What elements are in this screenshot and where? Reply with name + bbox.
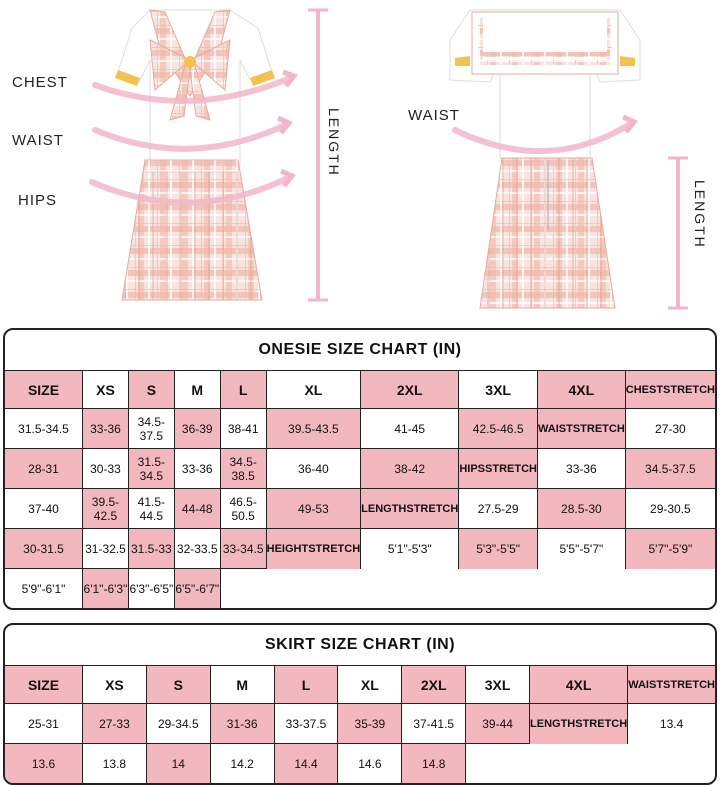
table-cell: 31-36 — [211, 704, 275, 744]
table-cell: 27.5-29 — [459, 489, 538, 529]
table-cell: 38-41 — [221, 409, 267, 449]
table-cell: 5'3"-5'5" — [459, 529, 538, 569]
table-cell: 33-36 — [538, 449, 626, 489]
table-cell: 37-40 — [5, 489, 83, 529]
row-label — [628, 666, 715, 704]
row-label-line: CHEST — [625, 383, 664, 396]
table-cell: 41-45 — [361, 409, 459, 449]
waist-label: WAIST — [12, 132, 64, 149]
table-cell: 30-31.5 — [5, 529, 83, 569]
table-cell: 29-30.5 — [626, 489, 715, 529]
table-cell: 5'1"-5'3" — [361, 529, 459, 569]
table-cell: 14.2 — [211, 744, 275, 784]
table-cell: 5'7"-5'9" — [626, 529, 715, 569]
table-cell: 5'9"-6'1" — [5, 569, 83, 609]
size-col-header: S — [147, 666, 211, 704]
row-label-line: STRETCH — [663, 383, 715, 396]
table-cell: 41.5-44.5 — [129, 489, 175, 529]
row-label-line: STRETCH — [575, 718, 628, 730]
row-label-line: STRETCH — [485, 462, 537, 475]
table-cell: 39.5-43.5 — [267, 409, 362, 449]
row-label-line: WAIST — [537, 422, 573, 435]
size-col-header: L — [275, 666, 339, 704]
onesie-size-chart — [3, 328, 717, 610]
table-cell: 32-33.5 — [175, 529, 221, 569]
row-label — [538, 409, 626, 449]
size-col-header: M — [175, 371, 221, 409]
row-label-line: STRETCH — [308, 543, 361, 555]
table-cell: 42.5-46.5 — [459, 409, 538, 449]
table-cell: 33-36 — [175, 449, 221, 489]
table-cell: 28.5-30 — [538, 489, 626, 529]
size-col-header: XS — [83, 666, 147, 704]
table-cell: 13.4 — [659, 717, 684, 731]
row-label — [459, 449, 538, 489]
size-col-header: XS — [83, 371, 129, 409]
table-cell: 49-53 — [267, 489, 362, 529]
row-label-line: STRETCH — [663, 678, 715, 691]
table-cell: 25-31 — [5, 704, 83, 744]
table-cell: 6'1"-6'3" — [83, 569, 129, 609]
table-cell: 6'3"-6'5" — [129, 569, 175, 609]
size-col-header: XL — [267, 371, 362, 409]
row-label-line: HIPS — [459, 462, 486, 475]
onesie-chart-grid — [5, 370, 715, 609]
onesie-chart-title: ONESIE SIZE CHART (IN) — [258, 341, 462, 358]
row-label — [626, 371, 715, 409]
size-col-header: S — [129, 371, 175, 409]
table-cell: 33-37.5 — [275, 704, 339, 744]
uniform-illustration — [0, 0, 720, 320]
table-cell: 5'5"-5'7" — [538, 529, 626, 569]
table-cell: 44-48 — [175, 489, 221, 529]
hips-label: HIPS — [18, 192, 58, 209]
table-cell: 14.8 — [402, 744, 466, 784]
skirt-chart-title: SKIRT SIZE CHART (IN) — [264, 636, 456, 653]
table-cell: 30-33 — [83, 449, 129, 489]
row-label — [267, 529, 362, 569]
table-cell: 6'5"-6'7" — [175, 569, 221, 609]
size-col-header: 2XL — [402, 666, 466, 704]
back-view — [450, 10, 688, 308]
table-cell: 14 — [147, 744, 211, 784]
table-cell: 29-34.5 — [147, 704, 211, 744]
size-col-header: 2XL — [361, 371, 459, 409]
table-cell: 14.6 — [338, 744, 402, 784]
chest-label: CHEST — [12, 74, 68, 91]
row-label-line: LENGTH — [530, 718, 576, 730]
table-cell: 31.5-33 — [129, 529, 175, 569]
table-cell: 39.5-42.5 — [83, 489, 129, 529]
size-col-header: 3XL — [466, 666, 530, 704]
table-cell: 13.8 — [83, 744, 147, 784]
table-cell: 39-44 — [466, 704, 530, 744]
size-col-header: 4XL — [530, 666, 628, 704]
skirt-chart-grid — [5, 665, 715, 784]
table-cell: 38-42 — [361, 449, 459, 489]
row-label-line: LENGTH — [361, 502, 407, 515]
table-cell: 46.5-50.5 — [221, 489, 267, 529]
size-col-header: M — [211, 666, 275, 704]
size-col-header: 3XL — [459, 371, 538, 409]
table-cell: 34.5-38.5 — [221, 449, 267, 489]
front-length-label: LENGTH — [326, 108, 342, 177]
table-cell: 36-40 — [267, 449, 362, 489]
size-col-header: L — [221, 371, 267, 409]
table-cell: 28-31 — [5, 449, 83, 489]
table-cell: 33-36 — [83, 409, 129, 449]
row-label-line: STRETCH — [572, 422, 625, 435]
table-cell: 35-39 — [338, 704, 402, 744]
table-cell: 34.5-37.5 — [626, 449, 715, 489]
table-cell: 13.6 — [5, 744, 83, 784]
back-waist-label: WAIST — [408, 107, 460, 124]
product-illustration — [0, 0, 720, 320]
table-cell: 31.5-34.5 — [5, 409, 83, 449]
table-cell: 33-34.5 — [221, 529, 267, 569]
table-cell: 34.5-37.5 — [129, 409, 175, 449]
back-length-label: LENGTH — [692, 180, 708, 249]
table-cell: 27-33 — [83, 704, 147, 744]
row-label — [530, 704, 628, 744]
row-label — [361, 489, 459, 529]
table-cell: 31-32.5 — [83, 529, 129, 569]
table-cell: 14.4 — [275, 744, 339, 784]
row-label-line: STRETCH — [406, 502, 459, 515]
row-label-line: HEIGHT — [266, 543, 309, 555]
row-label-line: WAIST — [628, 678, 664, 691]
table-cell: 36-39 — [175, 409, 221, 449]
size-col-header: 4XL — [538, 371, 626, 409]
table-cell: 37-41.5 — [402, 704, 466, 744]
size-header: SIZE — [5, 371, 83, 409]
table-cell: 27-30 — [626, 409, 715, 449]
size-header: SIZE — [5, 666, 83, 704]
front-view — [92, 10, 328, 300]
skirt-size-chart — [3, 623, 717, 785]
size-col-header: XL — [338, 666, 402, 704]
table-cell: 31.5-34.5 — [129, 449, 175, 489]
